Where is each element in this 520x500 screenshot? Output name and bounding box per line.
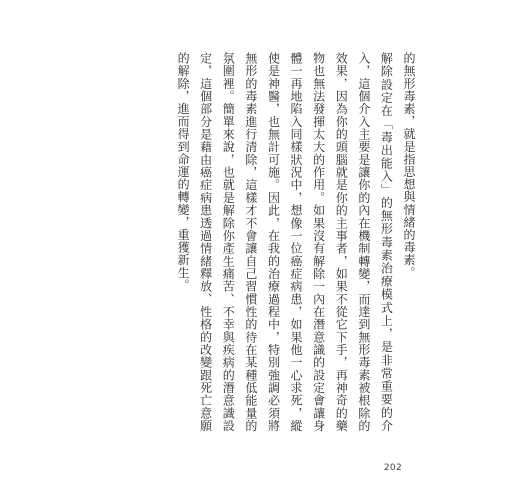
page-number: 202 [383,463,402,473]
paragraph-2: 解除設定在「毒出能入」的無形毒素治療模式上，是非常重要的介入，這個介入主要是讓你的內在機制轉變，而達到無形毒素被根除的效果，因為你的頭腦就是你的主事者，如果不從它下手，再神奇的藥物也無法發揮太大的作用。如果沒有解除一內在潛意識的設定會讓身體一再地陷入同樣狀況中，想像一位癌症病患，如果他一心求死，縱使是神醫，也無計可施。因此，在我的治療過程中，特別強調必須將無形的毒素進行清除，這樣才不會讓自己習慣性的待在某種低能量的氛圍裡。簡單來說，也就是解除你產生痛苦、不幸與疾病的潛意識設定，這個部分是藉由癌症病患透過情緒釋放、性格的改變跟死亡意願的解除，進而得到命運的轉變，重獲新生。 [176,52,394,432]
vertical-text-body [171,52,420,432]
paragraph-1: 的無形毒素，就是指思想與情緒的毒素。 [402,52,416,279]
